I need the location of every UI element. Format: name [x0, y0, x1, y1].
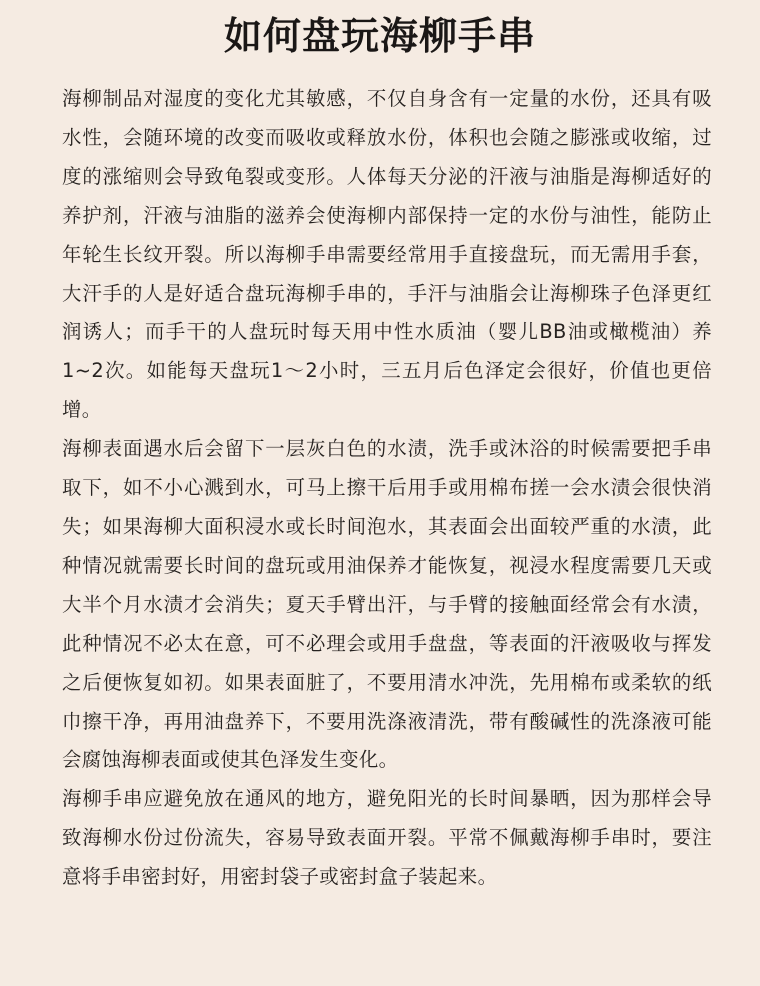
paragraph: 海柳制品对湿度的变化尤其敏感，不仅自身含有一定量的水份，还具有吸水性，会随环境的改变而吸收或释放水份，体积也会随之膨涨或收缩，过度的涨缩则会导致龟裂或变形。人体每天分泌的汗液与油脂是海柳适好的养护剂，汗液与油脂的滋养会使海柳内部保持一定的水份与油性，能防止年轮生长纹开裂。所以海柳手串需要经常用手直接盘玩，而无需用手套，大汗手的人是好适合盘玩海柳手串的，手汗与油脂会让海柳珠子色泽更红润诱人；而手干的人盘玩时每天用中性水质油（婴儿BB油或橄榄油）养1~2次。如能每天盘玩1～2小时，三五月后色泽定会很好，价值也更倍增。	[62, 87, 712, 422]
article-body	[62, 80, 712, 897]
paragraph: 海柳表面遇水后会留下一层灰白色的水渍，洗手或沐浴的时候需要把手串取下，如不小心溅到水，可马上擦干后用手或用棉布搓一会水渍会很快消失；如果海柳大面积浸水或长时间泡水，其表面会出面较严重的水渍，此种情况就需要长时间的盘玩或用油保养才能恢复，视浸水程度需要几天或大半个月水渍才会消失；夏天手臂出汗，与手臂的接触面经常会有水渍，此种情况不必太在意，可不必理会或用手盘盘，等表面的汗液吸收与挥发之后便恢复如初。如果表面脏了，不要用清水冲洗，先用棉布或柔软的纸巾擦干净，再用油盘养下，不要用洗涤液清洗，带有酸碱性的洗涤液可能会腐蚀海柳表面或使其色泽发生变化。	[62, 437, 712, 772]
paragraph: 海柳手串应避免放在通风的地方，避免阳光的长时间暴晒，因为那样会导致海柳水份过份流失，容易导致表面开裂。平常不佩戴海柳手串时，要注意将手串密封好，用密封袋子或密封盒子装起来。	[62, 787, 712, 889]
article-title: 如何盘玩海柳手串	[223, 13, 536, 58]
